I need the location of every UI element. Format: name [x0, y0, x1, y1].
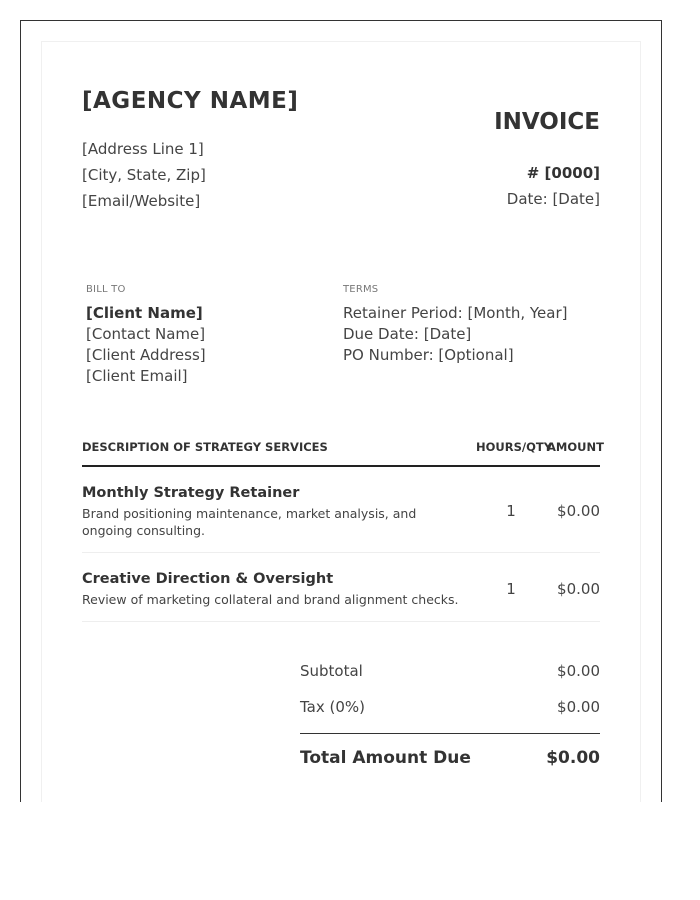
line-item-amount: $0.00: [557, 502, 600, 520]
line-item-title: Monthly Strategy Retainer: [82, 485, 300, 501]
line-item-description: Brand positioning maintenance, market analysis, and ongoing consulting.: [82, 506, 417, 538]
bill-to-label: BILL TO: [86, 284, 126, 295]
invoice-date: Date: [Date]: [506, 190, 600, 208]
client-name: [Client Name]: [86, 304, 203, 322]
po-number: PO Number: [Optional]: [343, 346, 514, 364]
line-item-title: Creative Direction & Oversight: [82, 571, 334, 587]
line-item-qty: 1: [506, 502, 516, 520]
client-email: [Client Email]: [86, 367, 188, 385]
total-rule: [300, 733, 600, 734]
table-header-rule: [82, 465, 600, 467]
retainer-period: Retainer Period: [Month, Year]: [343, 304, 568, 322]
agency-city-state-zip: [City, State, Zip]: [82, 166, 206, 184]
client-address: [Client Address]: [86, 346, 206, 364]
tax-label: Tax (0%): [300, 698, 366, 716]
invoice-title: INVOICE: [494, 109, 600, 135]
invoice-number: # [0000]: [526, 164, 600, 182]
due-date: Due Date: [Date]: [343, 325, 472, 343]
terms-label: TERMS: [343, 284, 379, 295]
total-value: $0.00: [546, 748, 600, 768]
line-item-qty: 1: [506, 580, 516, 598]
row-divider: [82, 621, 600, 622]
row-divider: [82, 552, 600, 553]
line-item-amount: $0.00: [557, 580, 600, 598]
tax-value: $0.00: [557, 698, 600, 716]
agency-email-website: [Email/Website]: [82, 192, 201, 210]
line-item-description: Review of marketing collateral and brand alignment checks.: [82, 592, 459, 607]
table-header-qty: HOURS/QTY: [476, 440, 553, 454]
contact-name: [Contact Name]: [86, 325, 206, 343]
subtotal-value: $0.00: [557, 662, 600, 680]
agency-name: [AGENCY NAME]: [82, 88, 299, 114]
table-header-description: DESCRIPTION OF STRATEGY SERVICES: [82, 440, 328, 454]
total-label: Total Amount Due: [300, 748, 471, 768]
table-header-amount: AMOUNT: [547, 440, 604, 454]
subtotal-label: Subtotal: [300, 662, 363, 680]
agency-address-line1: [Address Line 1]: [82, 140, 204, 158]
